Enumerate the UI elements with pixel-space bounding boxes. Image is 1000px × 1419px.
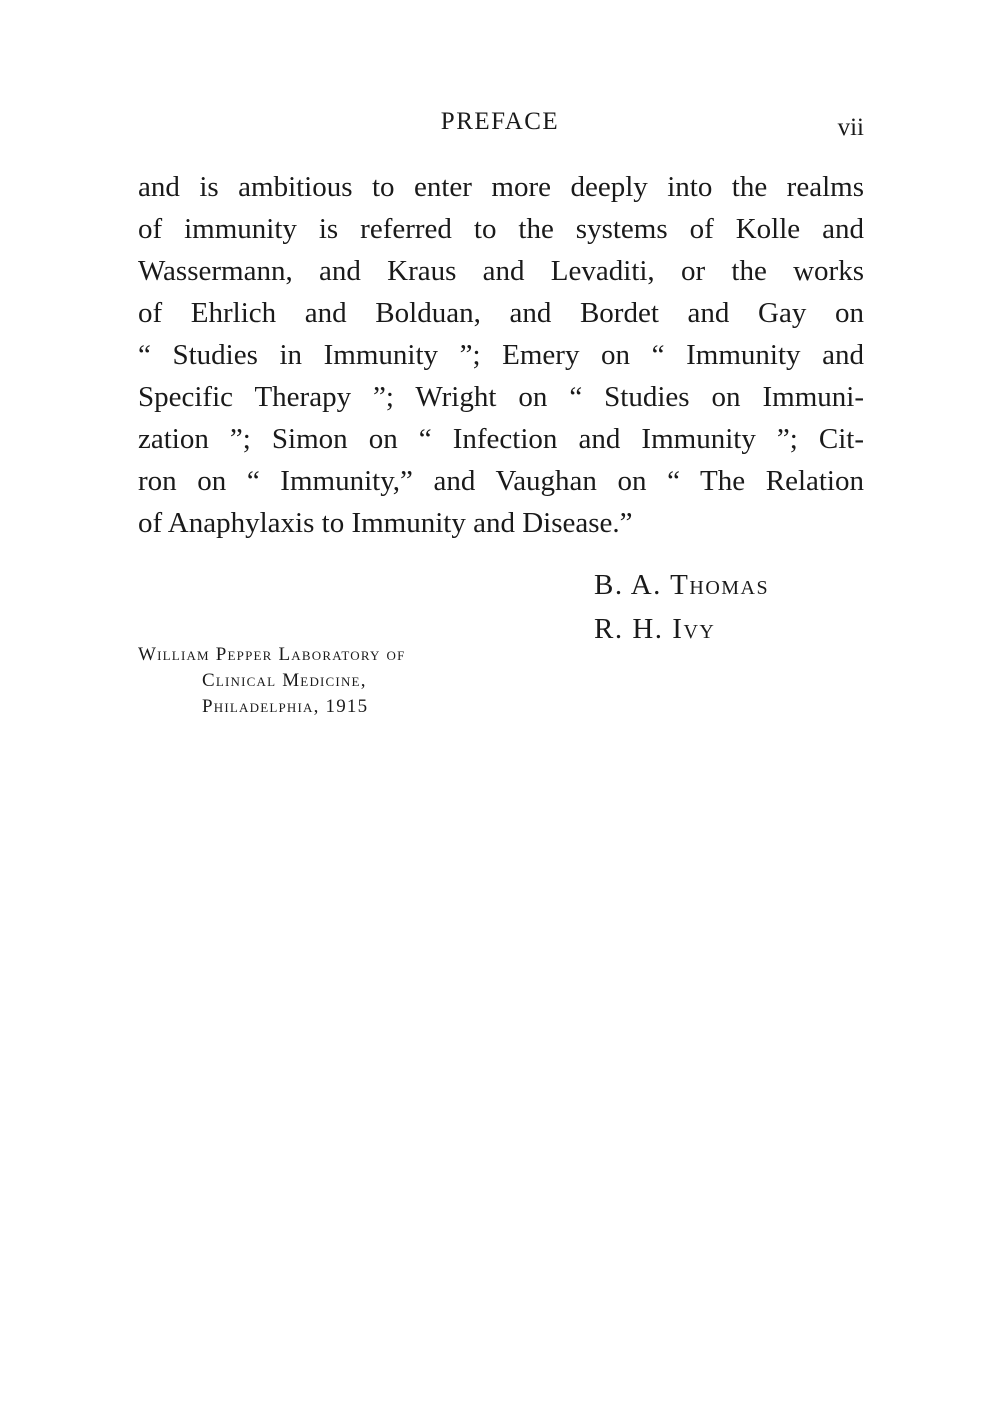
affiliation-block (138, 642, 538, 720)
affiliation-line: Clinical Medicine, (202, 670, 367, 691)
text-line: and is ambitious to enter more deeply into the realms (138, 171, 864, 203)
text-line: zation ”; Simon on “ Infection and Immunity ”; Cit- (138, 423, 864, 455)
page-number: vii (837, 114, 864, 141)
author-signatures (594, 563, 894, 651)
text-line: of Ehrlich and Bolduan, and Bordet and Gay on (138, 297, 864, 329)
author-name: R. H. Ivy (594, 613, 716, 645)
text-line: Specific Therapy ”; Wright on “ Studies on Immuni- (138, 381, 864, 413)
affiliation-place-date: Philadelphia, 1915 (202, 696, 369, 717)
text-line: Wassermann, and Kraus and Levaditi, or the works (138, 255, 864, 287)
text-line: of Anaphylaxis to Immunity and Disease.” (138, 507, 633, 539)
text-line: of immunity is referred to the systems of Kolle and (138, 213, 864, 245)
text-line: “ Studies in Immunity ”; Emery on “ Immunity and (138, 339, 864, 371)
running-title: PREFACE (440, 108, 560, 135)
text-line: ron on “ Immunity,” and Vaughan on “ The Relation (138, 465, 864, 497)
preface-paragraph (138, 166, 864, 544)
running-head (0, 108, 1000, 142)
author-name: B. A. Thomas (594, 569, 770, 601)
affiliation-line: William Pepper Laboratory of (138, 644, 406, 665)
